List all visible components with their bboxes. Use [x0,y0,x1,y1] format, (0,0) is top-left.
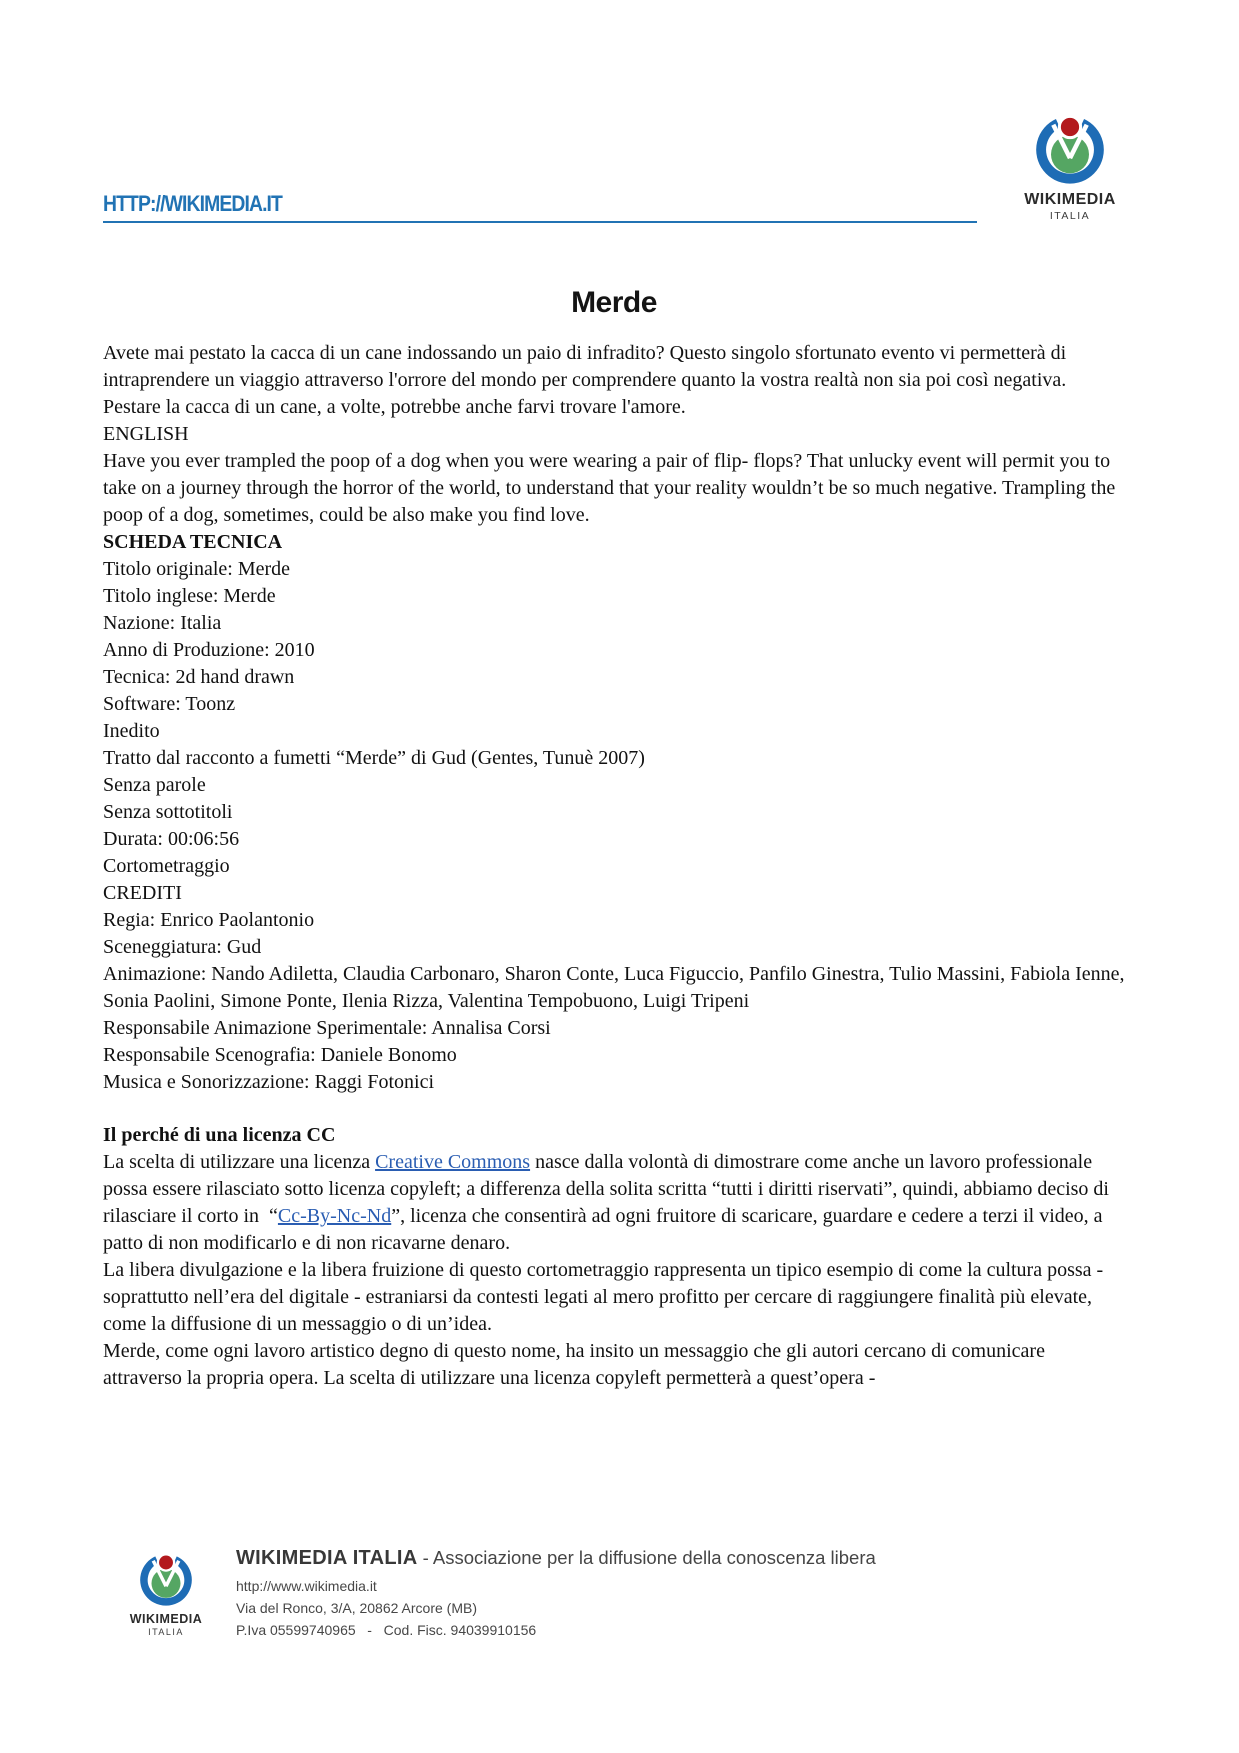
licenza-paragraph-3: Merde, come ogni lavoro artistico degno di questo nome, ha insito un messaggio che gli autori cercano di comunicare attraverso la propria opera. La scelta di utilizzare una licenza copyleft permetterà a quest’opera - [103,1340,1045,1389]
wikimedia-italia-footer-logo [116,1548,216,1637]
crediti-list [103,907,1125,1096]
crediti-item: Sceneggiatura: Gud [103,936,262,958]
licenza-p1-text-c: ”, licenza che consentirà ad ogni fruitore di scaricare, guardare e cedere a terzi il video, a patto di non modificarlo e di non ricavarne denaro. [103,1205,1103,1254]
footer-details [236,1575,1016,1641]
scheda-item: Durata: 00:06:56 [103,828,240,850]
scheda-tecnica-list [103,556,1125,880]
crediti-item: Responsabile Scenografia: Daniele Bonomo [103,1044,457,1066]
footer-org-name: WIKIMEDIA ITALIA [236,1547,418,1569]
scheda-item: Titolo originale: Merde [103,558,291,580]
scheda-item: Tecnica: 2d hand drawn [103,666,295,688]
creative-commons-link[interactable]: Creative Commons [375,1151,531,1173]
footer-org-line [236,1546,1016,1570]
wikimedia-logo-icon [1032,171,1108,188]
intro-paragraph-it: Avete mai pestato la cacca di un cane indossando un paio di infradito? Questo singolo sfortunato evento vi permetterà di intraprendere un viaggio attraverso l'orrore del mondo per comprendere quanto la vostra realtà non sia poi così negativa. Pestare la cacca di un cane, a volte, potrebbe anche farvi trovare l'amore. [103,342,1067,418]
scheda-tecnica-heading: SCHEDA TECNICA [103,531,283,553]
header-rule [103,221,977,223]
footer-fiscal-codes: P.Iva 05599740965 - Cod. Fisc. 94039910156 [236,1622,537,1638]
scheda-item: Tratto dal racconto a fumetti “Merde” di Gud (Gentes, Tunuè 2007) [103,747,645,769]
scheda-item: Senza parole [103,774,206,796]
scheda-item: Senza sottotitoli [103,801,233,823]
scheda-item: Titolo inglese: Merde [103,585,276,607]
licenza-paragraph-1 [103,1149,1125,1257]
crediti-item: Musica e Sonorizzazione: Raggi Fotonici [103,1071,435,1093]
logo-sub-text: ITALIA [1049,210,1091,222]
licenza-p1-text-b: nasce dalla volontà di dimostrare come anche un lavoro professionale possa essere rilasciato sotto licenza copyleft; a differenza della solita scritta “tutti i diritti riservati”, quindi, abbiamo deciso di rilasciare il corto in “ [103,1151,1109,1227]
cc-by-nc-nd-link[interactable]: Cc-By-Nc-Nd [277,1205,392,1227]
site-link[interactable]: HTTP://WIKIMEDIA.IT [103,191,283,216]
page-title: Merde [571,286,657,319]
scheda-item: Anno di Produzione: 2010 [103,639,315,661]
logo-sub-text: ITALIA [148,1627,184,1637]
english-heading: ENGLISH [103,423,189,445]
crediti-item: Regia: Enrico Paolantonio [103,909,315,931]
footer-org-tagline: - Associazione per la diffusione della conoscenza libera [417,1547,876,1568]
logo-brand-text: WIKIMEDIA [129,1612,203,1626]
licenza-heading: Il perché di una licenza CC [103,1124,336,1146]
scheda-item: Inedito [103,720,160,742]
scheda-item: Nazione: Italia [103,612,222,634]
licenza-p1-text-a: La scelta di utilizzare una licenza [103,1151,376,1173]
wikimedia-logo-icon [137,1593,195,1610]
crediti-item: Animazione: Nando Adiletta, Claudia Carbonaro, Sharon Conte, Luca Figuccio, Panfilo Ginestra, Tulio Massini, Fabiola Ienne, Sonia Paolini, Simone Ponte, Ilenia Rizza, Valentina Tempobuono, Luigi Tripeni [103,963,1125,1012]
footer-website: http://www.wikimedia.it [236,1578,377,1594]
crediti-heading: CREDITI [103,882,182,904]
document-body [103,286,1125,1392]
crediti-item: Responsabile Animazione Sperimentale: Annalisa Corsi [103,1017,551,1039]
scheda-item: Software: Toonz [103,693,236,715]
scheda-item: Cortometraggio [103,855,230,877]
footer-address: Via del Ronco, 3/A, 20862 Arcore (MB) [236,1600,477,1616]
logo-brand-text: WIKIMEDIA [1024,191,1116,208]
english-paragraph: Have you ever trampled the poop of a dog when you were wearing a pair of flip- flops? That unlucky event will permit you to take on a journey through the horror of the world, to understand that your reality wouldn’t be so much negative. Trampling the poop of a dog, sometimes, could be also make you find love. [103,450,1116,526]
footer-info [236,1546,1016,1641]
wikimedia-italia-logo [1018,108,1122,222]
licenza-paragraph-2: La libera divulgazione e la libera fruizione di questo cortometraggio rappresenta un tipico esempio di come la cultura possa - soprattutto nell’era del digitale - estraniarsi da contesti legati al mero profitto per cercare di raggiungere finalità più elevate, come la diffusione di un messaggio o di un’idea. [103,1259,1104,1335]
